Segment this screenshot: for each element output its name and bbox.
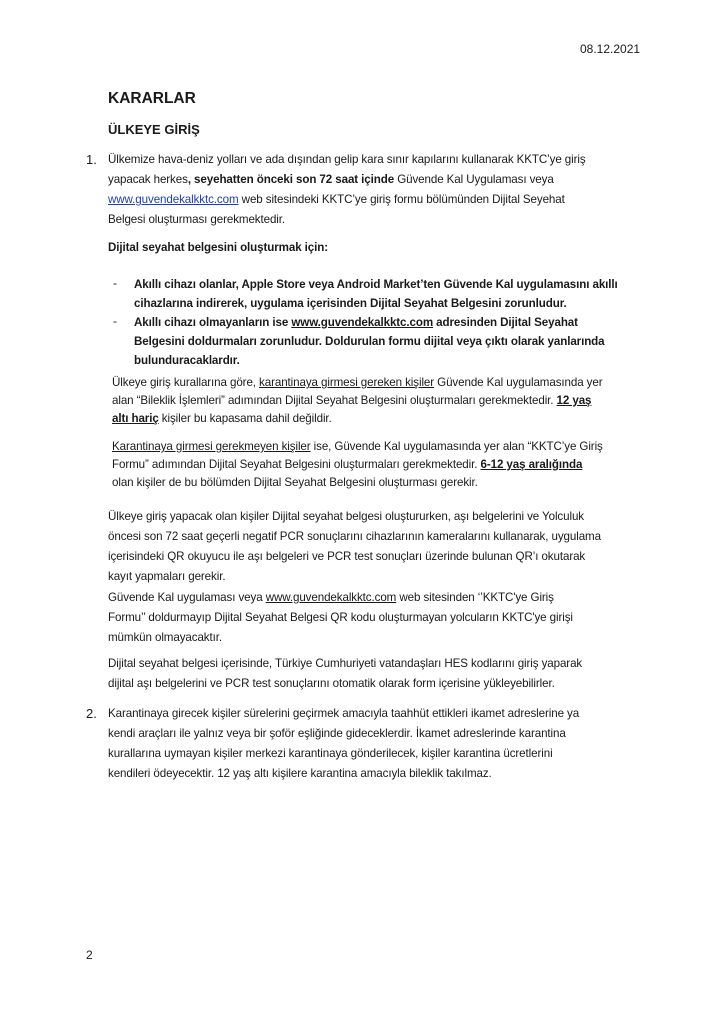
- text-line: Belgesi oluşturması gerekmektedir.: [108, 213, 286, 226]
- bullet-dash: -: [113, 276, 117, 290]
- paragraph-quarantine-required: [112, 374, 672, 428]
- item2-text: [108, 704, 673, 784]
- underlined-text: karantinaya girmesi gereken kişiler: [259, 376, 435, 389]
- paragraph-hes-codes: [108, 654, 673, 694]
- text-span: adresinden Dijital Seyahat: [433, 316, 578, 329]
- text-line: [134, 313, 674, 332]
- text-line: [112, 392, 672, 410]
- text-line: [108, 190, 668, 210]
- subheading: Dijital seyahat belgesini oluşturmak için:: [108, 241, 329, 254]
- bold-text: , seyehatten önceki son 72 saat içinde: [187, 173, 395, 186]
- text-span: ise, Güvende Kal uygulamasında yer alan “KKTC’ye Giriş: [310, 440, 603, 453]
- text-line: Formu’’ doldurmayıp Dijital Seyahat Belgesi QR kodu oluşturmayan yolcuların KKTC'ye girişi: [108, 611, 573, 624]
- paragraph-pcr-upload: [108, 507, 673, 587]
- paragraph-entry-form: [108, 588, 673, 648]
- text-span: web sitesinden ‘’KKTC'ye Giriş: [396, 591, 554, 604]
- text-span: kişiler bu kapasama dahil değildir.: [158, 412, 332, 425]
- text-line: Karantinaya girecek kişiler sürelerini geçirmek amacıyla taahhüt ettikleri ikamet adreslerine ya: [108, 707, 580, 720]
- list-number-1: 1.: [86, 152, 97, 167]
- text-span: Formu” adımından Dijital Seyahat Belgesini oluşturmaları gerekmektedir.: [112, 458, 481, 471]
- page-title: KARARLAR: [108, 90, 196, 107]
- underlined-text: Karantinaya girmesi gerekmeyen kişiler: [112, 440, 311, 453]
- text-line: Belgesini doldurmaları zorunludur. Doldurulan formu dijital veya çıktı olarak yanlarında: [134, 335, 605, 348]
- text-line: öncesi son 72 saat geçerli negatif PCR sonuçlarını cihazlarının kameralarını kullanarak, uygulama: [108, 530, 601, 543]
- website-link[interactable]: www.guvendekalkktc.com: [265, 591, 397, 604]
- text-span: alan “Bileklik İşlemleri” adımından Dijital Seyahat Belgesini oluşturmaları gerekmektedir.: [112, 394, 557, 407]
- page-number: 2: [86, 948, 93, 962]
- item1-text: [108, 150, 668, 230]
- bold-underlined-text: 6-12 yaş aralığında: [480, 458, 583, 471]
- section-title: ÜLKEYE GİRİŞ: [108, 122, 200, 137]
- text-line: içerisindeki QR okuyucu ile aşı belgeleri ve PCR test sonuçları üzerinde bulunan QR’ı okutarak: [108, 550, 586, 563]
- text-line: bulunduracaklardır.: [134, 354, 240, 367]
- paragraph-quarantine-not-required: [112, 438, 672, 492]
- bold-underlined-text: altı hariç: [112, 412, 159, 425]
- bullet-item-1: [134, 275, 674, 313]
- text-span: Güvende Kal uygulamasında yer: [434, 376, 603, 389]
- text-span: Güvende Kal uygulaması veya: [108, 591, 266, 604]
- text-line: kayıt yapmaları gerekir.: [108, 570, 226, 583]
- text-span: Ülkeye giriş kurallarına göre,: [112, 376, 260, 389]
- text-line: [112, 374, 672, 392]
- bullet-dash: -: [113, 314, 117, 328]
- text-line: [108, 588, 673, 608]
- text-span: web sitesindeki KKTC’ye giriş formu bölümünden Dijital Seyehat: [238, 193, 565, 206]
- text-span: yapacak herkes: [108, 173, 188, 186]
- text-line: [112, 456, 672, 474]
- document-date: 08.12.2021: [580, 42, 641, 56]
- bullet-item-2: [134, 313, 674, 370]
- text-line: kendileri ödeyecektir. 12 yaş altı kişilere karantina amacıyla bileklik takılmaz.: [108, 767, 492, 780]
- text-line: [108, 170, 668, 190]
- text-line: Dijital seyahat belgesi içerisinde, Türkiye Cumhuriyeti vatandaşları HES kodlarını giriş yaparak: [108, 657, 583, 670]
- text-line: cihazlarına indirerek, uygulama içerisinden Dijital Seyahat Belgesini zorunludur.: [134, 297, 567, 310]
- text-line: olan kişiler de bu bölümden Dijital Seyahat Belgesini oluşturması gerekir.: [112, 476, 478, 489]
- text-line: [112, 438, 672, 456]
- text-line: kendi araçları ile yalnız veya bir şoför eşliğinde gideceklerdir. İkamet adreslerinde karantina: [108, 727, 566, 740]
- list-number-2: 2.: [86, 706, 97, 721]
- text-line: dijital aşı belgelerini ve PCR test sonuçlarını otomatik olarak form içerisine yükleyebilirler.: [108, 677, 555, 690]
- website-link[interactable]: www.guvendekalkktc.com: [108, 193, 239, 206]
- text-line: Ülkeye giriş yapacak olan kişiler Dijital seyahat belgesi oluştururken, aşı belgelerini ve Yolculuk: [108, 510, 585, 523]
- text-span: Akıllı cihazı olmayanların ise: [134, 316, 292, 329]
- text-span: Güvende Kal Uygulaması veya: [394, 173, 554, 186]
- text-line: Ülkemize hava-deniz yolları ve ada dışından gelip kara sınır kapılarını kullanarak KKTC’ye giriş: [108, 153, 586, 166]
- text-line: kurallarına uymayan kişiler merkezi karantinaya gönderilecek, kişiler karantina ücretlerini: [108, 747, 553, 760]
- text-line: mümkün olmayacaktır.: [108, 631, 222, 644]
- text-line: [112, 410, 672, 428]
- text-line: Akıllı cihazı olanlar, Apple Store veya Android Market’ten Güvende Kal uygulamasını akıllı: [134, 278, 618, 291]
- website-link[interactable]: www.guvendekalkktc.com: [291, 316, 434, 329]
- bold-underlined-text: 12 yaş: [556, 394, 592, 407]
